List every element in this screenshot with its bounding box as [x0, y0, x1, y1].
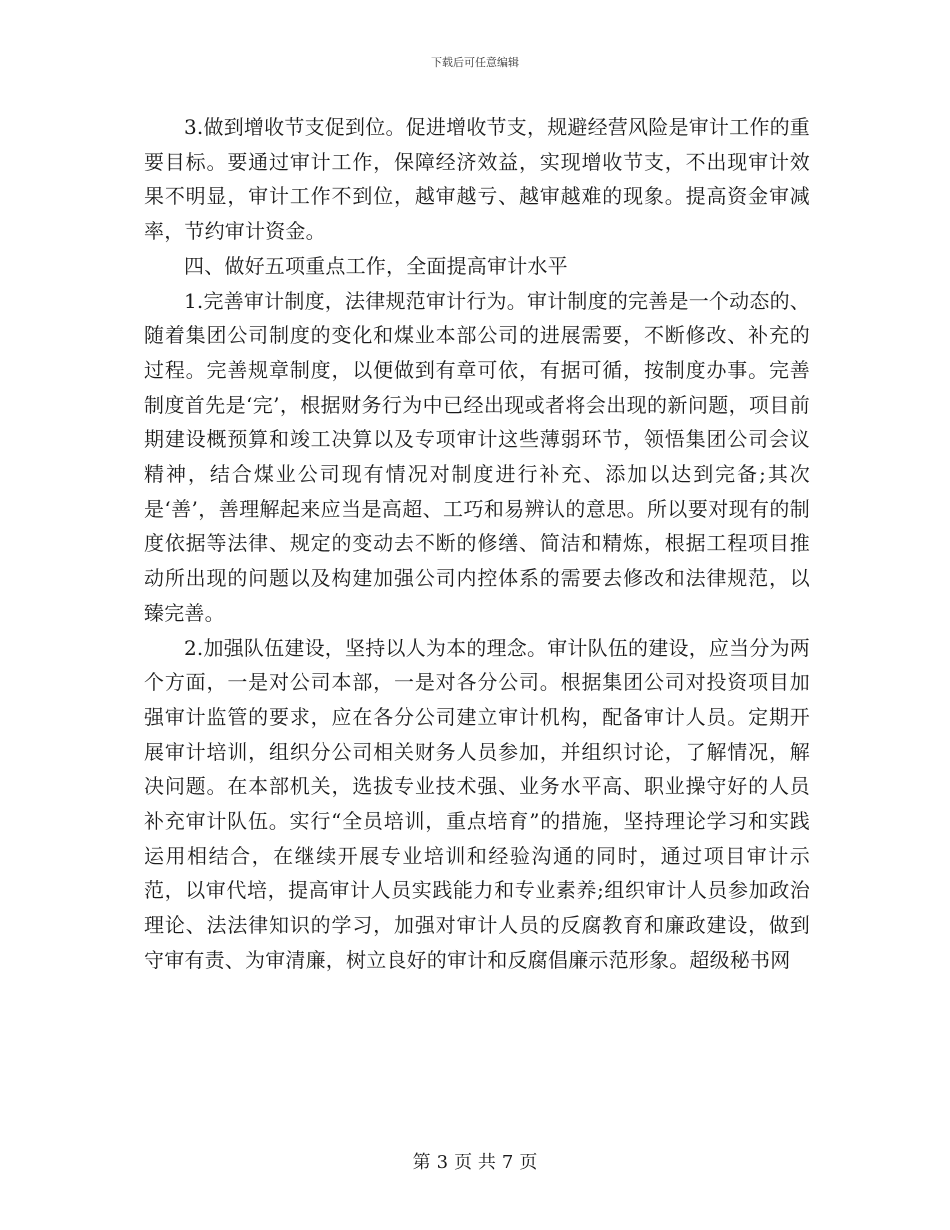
document-body: [144, 110, 810, 978]
footer-prefix: 第: [412, 1152, 431, 1173]
page-header-note: 下载后可任意编辑: [431, 56, 519, 69]
footer-middle: 页 共: [454, 1152, 496, 1173]
section-heading-five-key-tasks: 四、做好五项重点工作，全面提高审计水平: [184, 253, 568, 278]
paragraph-team-building: 2.加强队伍建设，坚持以人为本的理念。审计队伍的建设，应当分为两个方面，一是对公司本部，一是对各分公司。根据集团公司对投资项目加强审计监管的要求，应在各分公司建立审计机构，配备审计人员。定期开展审计培训，组织分公司相关财务人员参加，并组织讨论，了解情况，解决问题。在本部机关，选拔专业技术强、业务水平高、职业操守好的人员补充审计队伍。实行“全员培训，重点培育”的措施，坚持理论学习和实践运用相结合，在继续开展专业培训和经验沟通的同时，通过项目审计示范，以审代培，提高审计人员实践能力和专业素养;组织审计人员参加政治理论、法法律知识的学习，加强对审计人员的反腐教育和廉政建设，做到守审有责、为审清廉，树立良好的审计和反腐倡廉示范形象。超级秘书网: [144, 635, 810, 972]
page-number-footer: [0, 1152, 950, 1174]
footer-suffix: 页: [519, 1152, 538, 1173]
footer-current-page: 3: [436, 1152, 449, 1173]
footer-total-pages: 7: [501, 1152, 514, 1173]
paragraph-audit-system: 1.完善审计制度，法律规范审计行为。审计制度的完善是一个动态的、随着集团公司制度的变化和煤业本部公司的进展需要，不断修改、补充的过程。完善规章制度，以便做到有章可依，有据可循，按制度办事。完善制度首先是‘完’，根据财务行为中已经出现或者将会出现的新问题，项目前期建设概预算和竣工决算以及专项审计这些薄弱环节，领悟集团公司会议精神，结合煤业公司现有情况对制度进行补充、添加以达到完备;其次是‘善’，善理解起来应当是高超、工巧和易辨认的意思。所以要对现有的制度依据等法律、规定的变动去不断的修缮、简洁和精炼，根据工程项目推动所出现的问题以及构建加强公司内控体系的需要去修改和法律规范，以臻完善。: [144, 288, 810, 625]
paragraph-increase-revenue: 3.做到增收节支促到位。促进增收节支，规避经营风险是审计工作的重要目标。要通过审计工作，保障经济效益，实现增收节支，不出现审计效果不明显，审计工作不到位，越审越亏、越审越难的现象。提高资金审减率，节约审计资金。: [144, 115, 810, 244]
